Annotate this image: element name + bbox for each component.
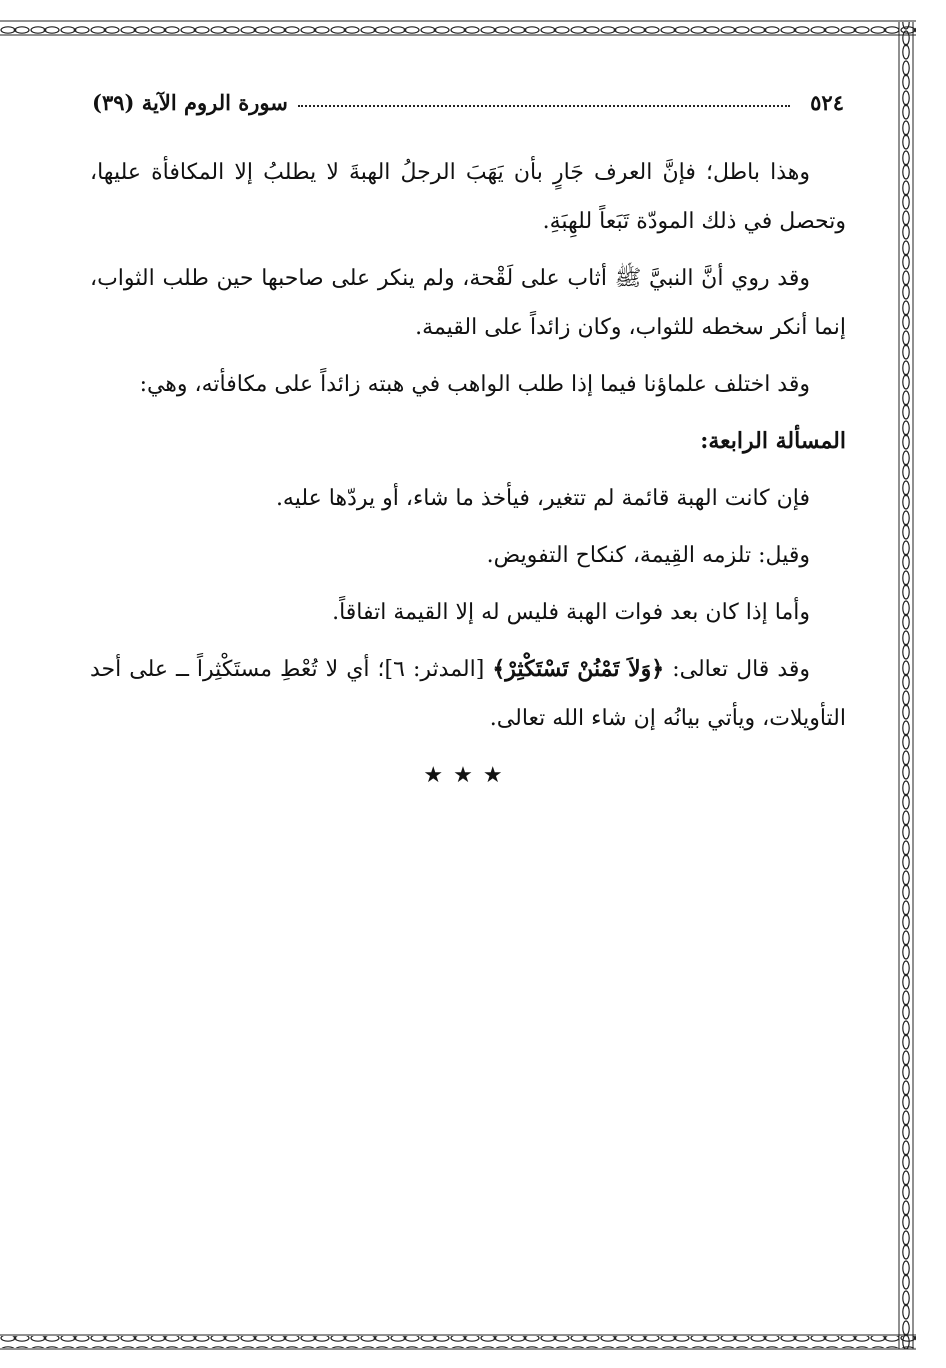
leader-dots — [298, 105, 790, 107]
section-heading: المسألة الرابعة: — [700, 428, 846, 454]
section-end-stars: ★★★ — [423, 763, 513, 788]
paragraph-7-prefix: وقد قال تعالى: — [664, 657, 811, 682]
paragraph-4: فإن كانت الهبة قائمة لم تتغير، فيأخذ ما شاء، أو يردّها عليه. — [275, 486, 810, 511]
paragraph-7 — [90, 645, 846, 743]
paragraph-3: وقد اختلف علماؤنا فيما إذا طلب الواهب في هبته زائداً على مكافأته، وهي: — [139, 372, 810, 397]
header-title: سورة الروم الآية (٣٩) — [92, 89, 288, 115]
paragraph-2: وقد روي أنَّ النبيَّ ﷺ أثاب على لَقْحة، ولم ينكر على صاحبها حين طلب الثواب، إنما أنكر سخطه للثواب، وكان زائداً على القيمة. — [90, 266, 846, 340]
paragraph-5: وقيل: تلزمه القِيمة، كنكاح التفويض. — [486, 543, 810, 568]
paragraph-7-suffix: [المدثر: ٦]؛ أي لا تُعْطِ مستَكْثِراً ــ على أحد التأويلات، ويأتي بيانُه إن شاء الله تعالى. — [90, 657, 846, 731]
page-number: ٥٢٤ — [810, 89, 844, 115]
paragraph-1: وهذا باطل؛ فإنَّ العرف جَارٍ بأن يَهَبَ الرجلُ الهبةَ لا يطلبُ إلا المكافأة عليها، وتحصل في ذلك المودّة تَبَعاً للهِبَةِ. — [90, 160, 846, 234]
page-body — [90, 148, 846, 800]
quran-verse: ﴿وَلاَ تَمْنُنْ تَسْتَكْثِرْ﴾ — [492, 656, 665, 682]
paragraph-6: وأما إذا كان بعد فوات الهبة فليس له إلا القيمة اتفاقاً. — [332, 600, 810, 625]
running-header — [92, 82, 844, 122]
